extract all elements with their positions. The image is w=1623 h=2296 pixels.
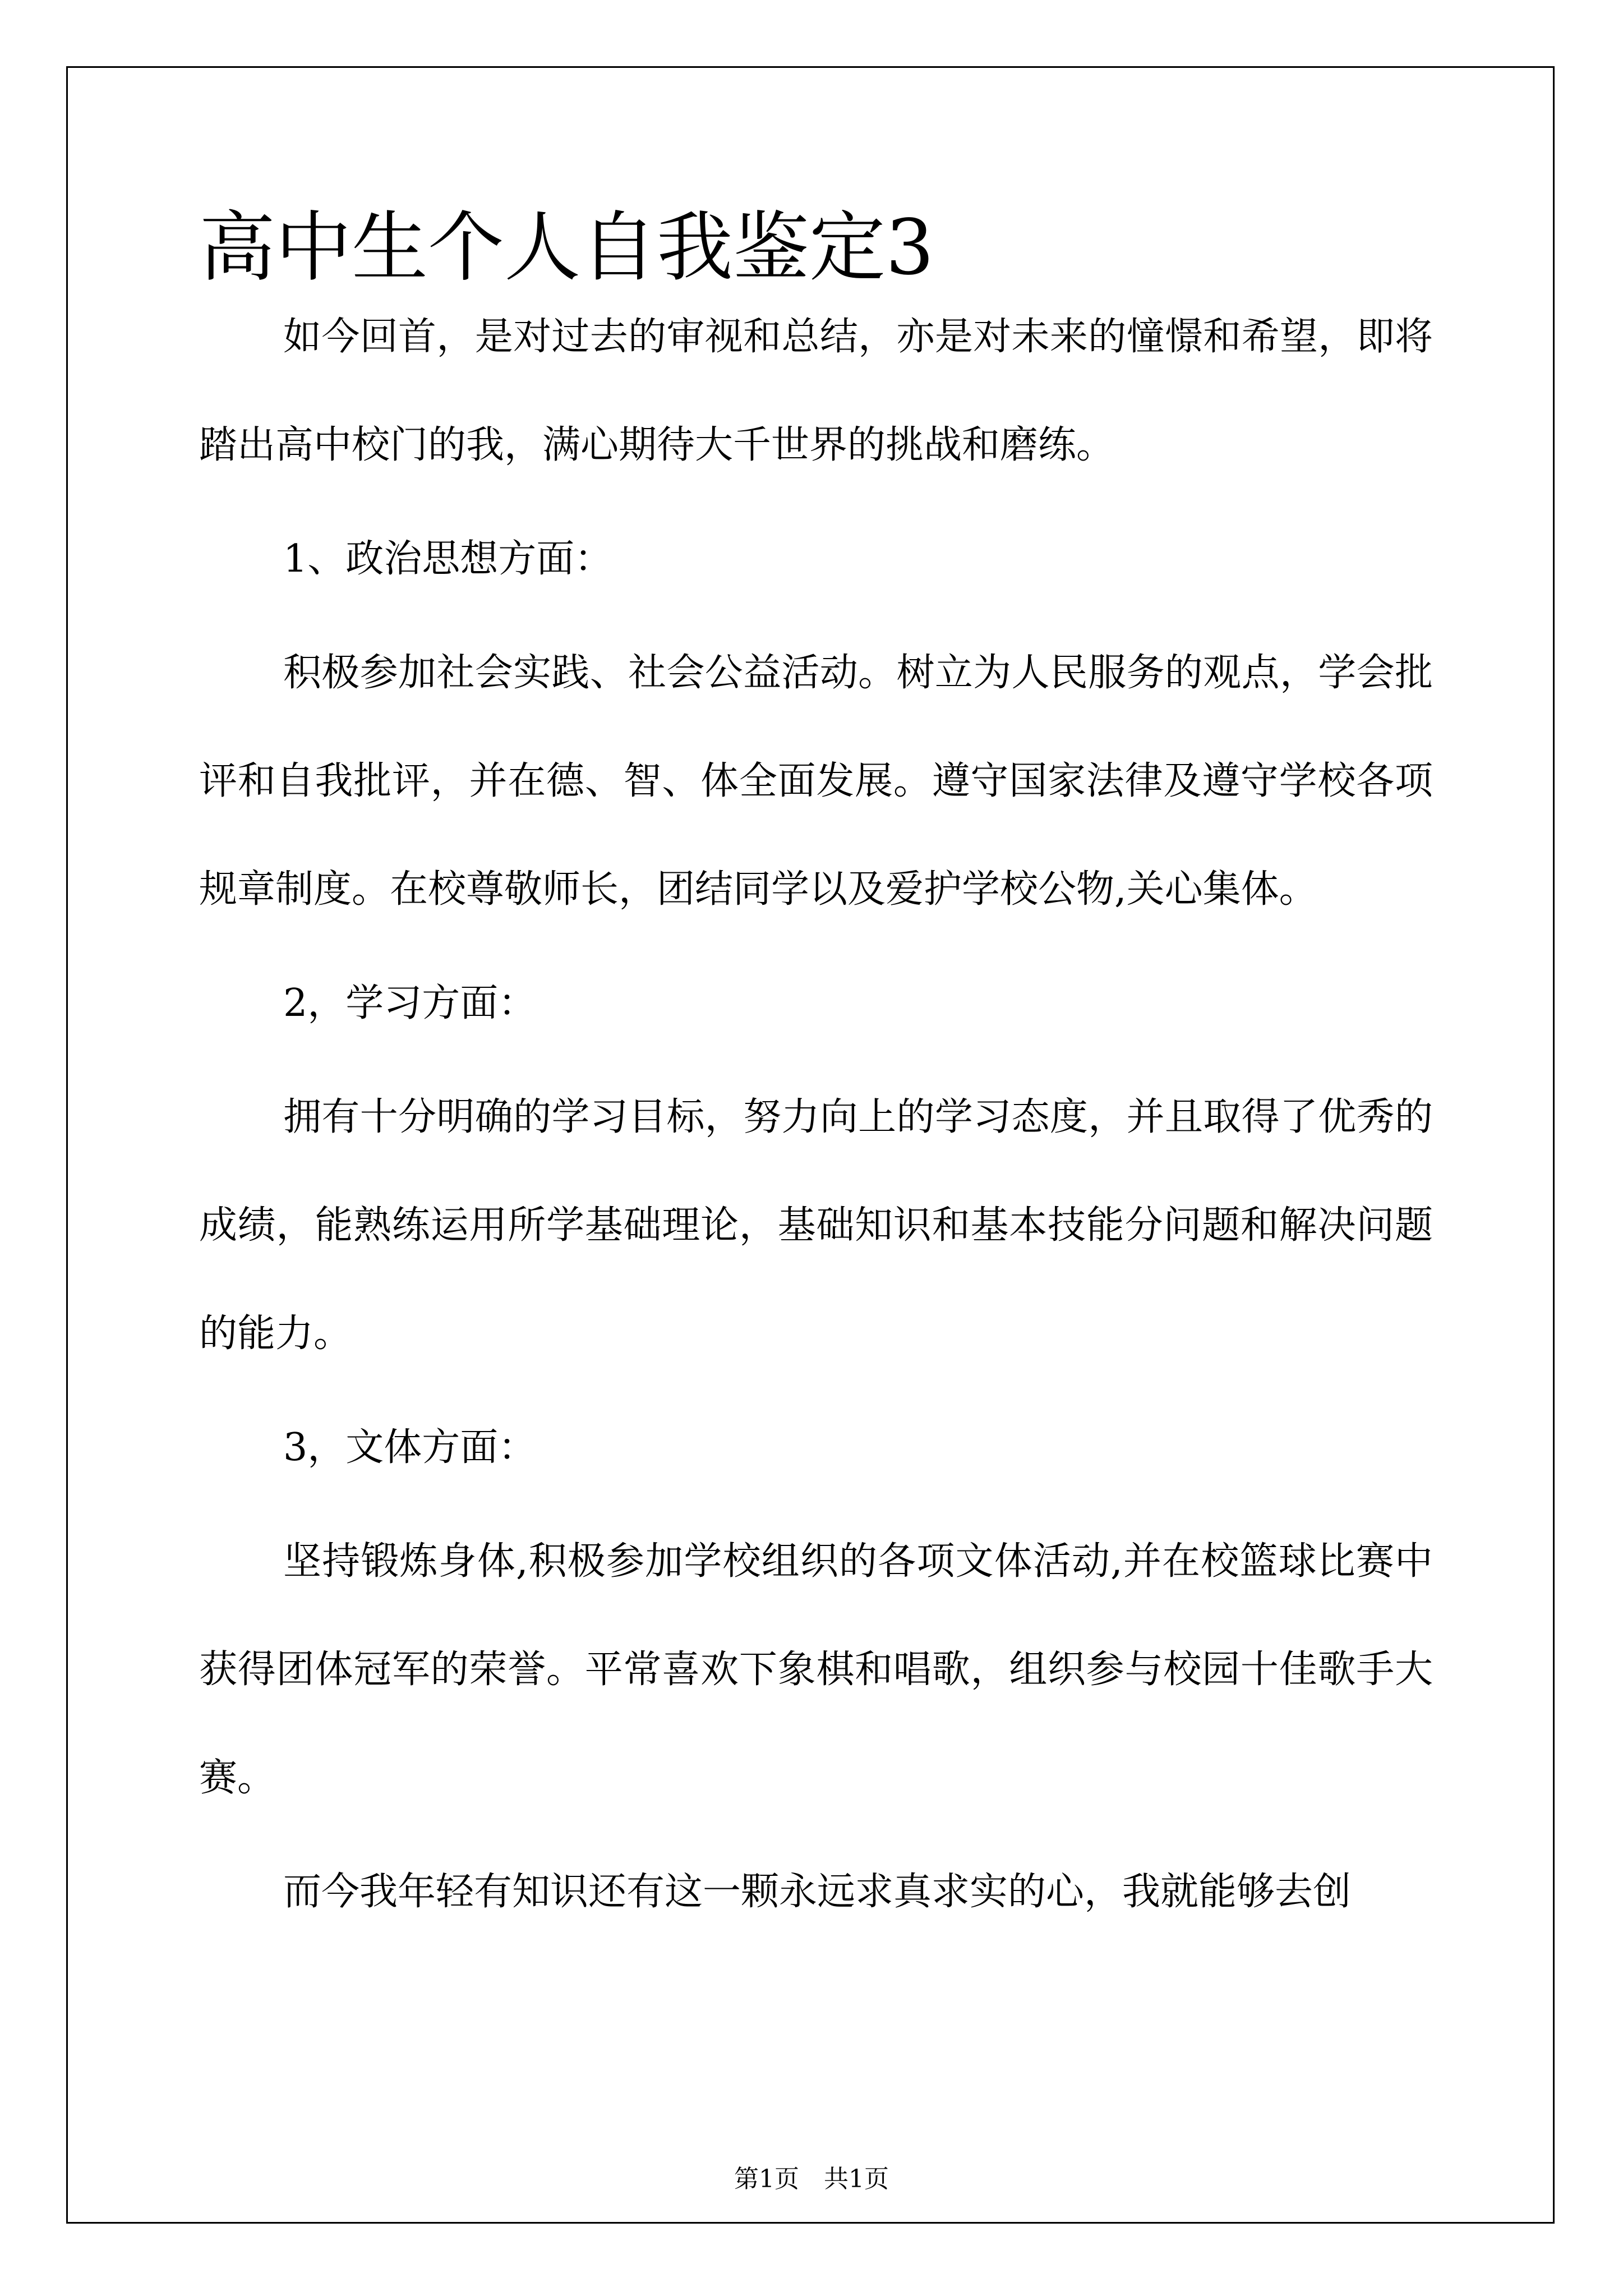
paragraph-sports: 坚持锻炼身体,积极参加学校组织的各项文体活动,并在校篮球比赛中获得团体冠军的荣誉。平常喜欢下象棋和唱歌，组织参与校园十佳歌手大赛。 xyxy=(199,1539,1433,1800)
section-heading-politics: 1、政治思想方面： xyxy=(283,537,613,581)
paragraph-politics: 积极参加社会实践、社会公益活动。树立为人民服务的观点，学会批评和自我批评，并在德、智、体全面发展。遵守国家法律及遵守学校各项规章制度。在校尊敬师长，团结同学以及爱护学校公物,关心集体。 xyxy=(199,651,1433,912)
paragraph-intro: 如今回首，是对过去的审视和总结，亦是对未来的憧憬和希望，即将踏出高中校门的我，满心期待大千世界的挑战和磨练。 xyxy=(199,315,1433,467)
paragraph-study: 拥有十分明确的学习目标，努力向上的学习态度，并且取得了优秀的成绩，能熟练运用所学基础理论，基础知识和基本技能分问题和解决问题的能力。 xyxy=(199,1095,1433,1356)
page-number-footer: 第1页 共1页 xyxy=(734,2165,889,2193)
section-heading-study: 2，学习方面： xyxy=(283,981,537,1025)
section-heading-sports: 3，文体方面： xyxy=(283,1425,537,1470)
document-body xyxy=(199,204,1433,1952)
document-title: 高中生个人自我鉴定3 xyxy=(199,204,934,292)
paragraph-closing: 而今我年轻有知识还有这一颗永远求真求实的心，我就能够去创 xyxy=(283,1870,1352,1914)
